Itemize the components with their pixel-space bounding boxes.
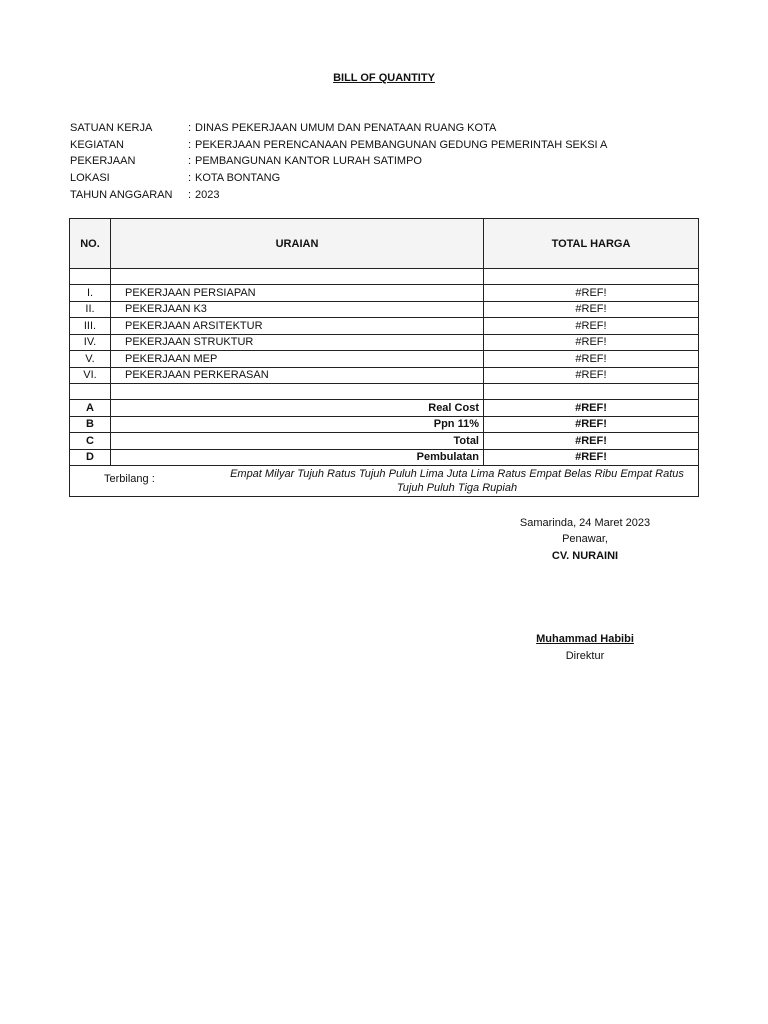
table-row [70,351,699,368]
info-label: SATUAN KERJA [70,122,153,135]
info-label: LOKASI [70,172,110,185]
cell-total: #REF! [484,416,699,433]
info-colon: : [188,138,192,151]
cell-no: C [70,433,111,450]
blank-row [70,269,699,285]
info-colon: : [188,188,192,201]
cell-label: Ppn 11% [111,416,484,433]
cell-no: A [70,400,111,417]
cell-no: II. [70,301,111,318]
terbilang-row [70,466,699,497]
info-row-pekerjaan [70,153,607,170]
cell-no: V. [70,351,111,368]
info-value: KOTA BONTANG [195,172,281,185]
info-label: PEKERJAAN [70,155,136,168]
cell-no: D [70,449,111,466]
info-value: PEMBANGUNAN KANTOR LURAH SATIMPO [195,155,422,168]
cell-label: Pembulatan [111,449,484,466]
cell-total: #REF! [484,301,699,318]
table-row [70,301,699,318]
info-colon: : [188,122,192,135]
cell-uraian: PEKERJAAN PERKERASAN [111,367,484,384]
summary-row-pembulatan [70,449,699,466]
summary-row-total [70,433,699,450]
table-row [70,334,699,351]
cell-uraian: PEKERJAAN PERSIAPAN [111,285,484,302]
cell-label: Total [111,433,484,450]
cell-uraian: PEKERJAAN K3 [111,301,484,318]
cell-uraian: PEKERJAAN STRUKTUR [111,334,484,351]
bidder-role: Penawar, [562,533,608,545]
table-header-row [70,219,699,269]
cell-total: #REF! [484,449,699,466]
header-uraian: URAIAN [111,219,484,269]
cell-total: #REF! [484,351,699,368]
info-row-satuan-kerja [70,120,607,137]
cell-total: #REF! [484,318,699,335]
table-row [70,318,699,335]
header-total-harga: TOTAL HARGA [484,219,699,269]
info-label: TAHUN ANGGARAN [70,188,173,201]
cell-label: Real Cost [111,400,484,417]
table-row [70,285,699,302]
cell-no: IV. [70,334,111,351]
cell-total: #REF! [484,367,699,384]
terbilang-label: Terbilang : [104,473,155,485]
table-row [70,367,699,384]
summary-row-real-cost [70,400,699,417]
info-row-kegiatan [70,137,607,154]
summary-row-ppn [70,416,699,433]
info-label: KEGIATAN [70,138,124,151]
info-colon: : [188,172,192,185]
boq-table [69,218,699,497]
cell-no: III. [70,318,111,335]
document-title: BILL OF QUANTITY [333,72,435,84]
cell-uraian: PEKERJAAN MEP [111,351,484,368]
cell-total: #REF! [484,400,699,417]
cell-total: #REF! [484,433,699,450]
cell-no: VI. [70,367,111,384]
cell-no: I. [70,285,111,302]
cell-no: B [70,416,111,433]
place-date: Samarinda, 24 Maret 2023 [519,517,651,529]
info-value: DINAS PEKERJAAN UMUM DAN PENATAAN RUANG KOTA [195,122,497,135]
cell-total: #REF! [484,334,699,351]
terbilang-text: Empat Milyar Tujuh Ratus Tujuh Puluh Lima Juta Lima Ratus Empat Belas Ribu Empat Ratus Tujuh Puluh Tiga Rupiah [230,468,684,494]
signatory-position: Direktur [565,650,605,662]
signatory-name: Muhammad Habibi [536,633,634,645]
cell-uraian: PEKERJAAN ARSITEKTUR [111,318,484,335]
company-name: CV. NURAINI [551,550,619,562]
info-colon: : [188,155,192,168]
info-row-lokasi [70,170,607,187]
project-info [70,120,607,203]
info-value: PEKERJAAN PERENCANAAN PEMBANGUNAN GEDUNG PEMERINTAH SEKSI A [195,138,608,151]
cell-total: #REF! [484,285,699,302]
blank-row [70,384,699,400]
info-row-tahun-anggaran [70,186,607,203]
header-no: NO. [70,219,111,269]
info-value: 2023 [195,188,220,201]
